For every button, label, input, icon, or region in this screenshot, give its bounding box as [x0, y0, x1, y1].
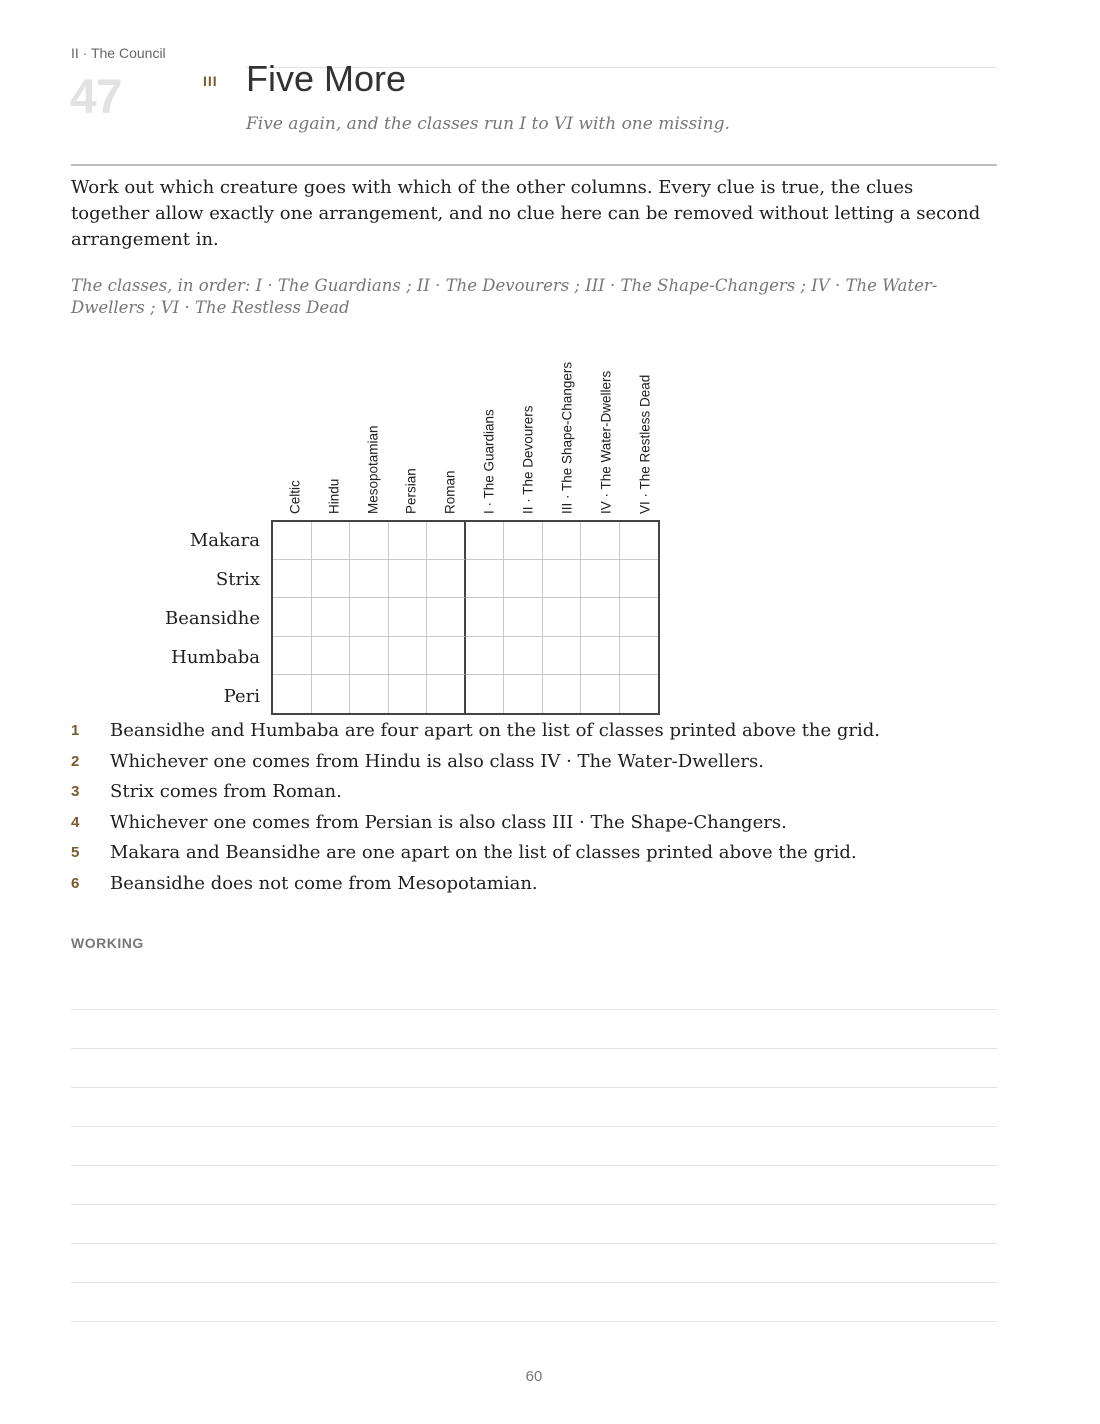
grid-cell[interactable]	[312, 598, 351, 636]
column-header: II · The Devourers	[520, 405, 535, 514]
grid-cell[interactable]	[504, 560, 543, 598]
clue-item	[71, 716, 880, 747]
grid-cell[interactable]	[350, 522, 389, 560]
grid-cell[interactable]	[504, 522, 543, 560]
grid-cell[interactable]	[620, 598, 659, 636]
grid-cell[interactable]	[273, 675, 312, 713]
working-line	[71, 1048, 997, 1049]
grid-cell[interactable]	[389, 560, 428, 598]
clue-number: 1	[71, 722, 80, 739]
clue-text: Whichever one comes from Hindu is also class IV · The Water-Dwellers.	[110, 750, 764, 772]
working-line	[71, 1321, 997, 1322]
grid-cell[interactable]	[389, 675, 428, 713]
clue-number: 6	[71, 874, 80, 892]
grid-cell[interactable]	[581, 522, 620, 560]
page-number: 60	[525, 1368, 543, 1385]
grid-cell[interactable]	[543, 637, 582, 675]
clue-item	[71, 808, 880, 839]
grid-cell[interactable]	[389, 637, 428, 675]
logic-grid	[271, 520, 660, 715]
clue-text: Makara and Beansidhe are one apart on the list of classes printed above the grid.	[110, 842, 857, 864]
clue-list	[71, 716, 880, 900]
row-label: Strix	[215, 569, 260, 590]
clue-item	[71, 869, 880, 900]
grid-cell[interactable]	[427, 637, 466, 675]
row-label: Peri	[223, 686, 260, 707]
grid-cell[interactable]	[543, 598, 582, 636]
header-divider	[71, 164, 997, 166]
working-line	[71, 1126, 997, 1127]
grid-cell[interactable]	[389, 522, 428, 560]
clue-number: 5	[71, 844, 80, 862]
grid-cell[interactable]	[350, 637, 389, 675]
clue-number: 2	[71, 752, 80, 770]
working-label: WORKING	[71, 935, 144, 951]
working-line	[71, 1087, 997, 1088]
grid-cell[interactable]	[543, 675, 582, 713]
working-line	[71, 1243, 997, 1244]
grid-cell[interactable]	[273, 637, 312, 675]
grid-cell[interactable]	[620, 675, 659, 713]
column-header: IV · The Water-Dwellers	[598, 370, 613, 514]
grid-cell[interactable]	[543, 560, 582, 598]
grid-cell[interactable]	[273, 522, 312, 560]
grid-cell[interactable]	[581, 637, 620, 675]
row-label: Humbaba	[171, 647, 260, 668]
clue-item	[71, 777, 880, 808]
column-header: Hindu	[326, 478, 341, 514]
column-header: III · The Shape-Changers	[559, 361, 574, 514]
clue-number: 3	[71, 783, 80, 801]
page-title: Five More	[246, 58, 407, 99]
grid-cell[interactable]	[620, 637, 659, 675]
working-line	[71, 1204, 997, 1205]
column-header: Celtic	[287, 480, 302, 514]
grid-cell[interactable]	[350, 675, 389, 713]
grid-cell[interactable]	[312, 522, 351, 560]
clue-text: Beansidhe and Humbaba are four apart on the list of classes printed above the grid.	[110, 720, 881, 741]
row-label: Beansidhe	[165, 608, 260, 629]
grid-cell[interactable]	[581, 560, 620, 598]
column-header: Persian	[403, 468, 418, 514]
grid-cell[interactable]	[312, 675, 351, 713]
clue-text: Whichever one comes from Persian is also class III · The Shape-Changers.	[110, 811, 787, 833]
grid-cell[interactable]	[504, 598, 543, 636]
grid-cell[interactable]	[427, 598, 466, 636]
grid-cell[interactable]	[427, 522, 466, 560]
grid-cell[interactable]	[504, 637, 543, 675]
intro-text: Work out which creature goes with which of the other columns. Every clue is true, the clues together allow exactly one arrangement, and no clue here can be removed without letting a second arrangement in.	[71, 177, 981, 250]
grid-cell[interactable]	[504, 675, 543, 713]
clue-item	[71, 838, 880, 869]
working-line	[71, 1165, 997, 1166]
grid-cell[interactable]	[312, 560, 351, 598]
grid-cell[interactable]	[466, 637, 505, 675]
grid-cell[interactable]	[350, 598, 389, 636]
page-subtitle: Five again, and the classes run I to VI with one missing.	[246, 114, 730, 134]
running-head: II · The Council	[71, 45, 166, 61]
grid-cell[interactable]	[273, 598, 312, 636]
grid-cell[interactable]	[427, 560, 466, 598]
puzzle-number: 47	[70, 71, 122, 124]
clue-number: 4	[71, 813, 80, 831]
grid-cell[interactable]	[543, 522, 582, 560]
column-header: I · The Guardians	[481, 409, 496, 514]
grid-cell[interactable]	[466, 598, 505, 636]
grid-cell[interactable]	[350, 560, 389, 598]
column-header: Roman	[442, 470, 457, 514]
column-header: VI · The Restless Dead	[637, 374, 652, 514]
grid-cell[interactable]	[273, 560, 312, 598]
grid-cell[interactable]	[620, 560, 659, 598]
grid-cell[interactable]	[466, 522, 505, 560]
working-line	[71, 1282, 997, 1283]
working-line	[71, 1009, 997, 1010]
clue-text: Strix comes from Roman.	[110, 781, 342, 803]
grid-cell[interactable]	[620, 522, 659, 560]
column-header: Mesopotamian	[365, 425, 380, 514]
grid-cell[interactable]	[427, 675, 466, 713]
grid-cell[interactable]	[466, 560, 505, 598]
grid-cell[interactable]	[581, 598, 620, 636]
row-label: Makara	[189, 530, 260, 551]
grid-cell[interactable]	[581, 675, 620, 713]
grid-cell[interactable]	[312, 637, 351, 675]
classes-note: The classes, in order: I · The Guardians ; II · The Devourers ; III · The Shape-Changers ; IV · The Water-Dwellers ; VI · The Restless Dead	[71, 276, 938, 317]
difficulty-badge: III	[203, 73, 218, 89]
clue-item	[71, 747, 880, 778]
grid-cell[interactable]	[389, 598, 428, 636]
clue-text: Beansidhe does not come from Mesopotamian.	[110, 872, 538, 894]
grid-cell[interactable]	[466, 675, 505, 713]
